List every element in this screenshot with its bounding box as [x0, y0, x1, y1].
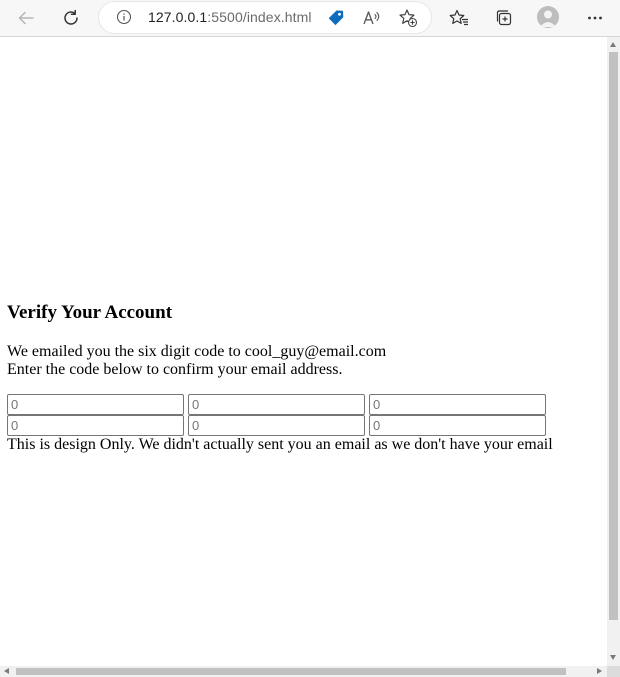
code-input-2[interactable] — [188, 394, 365, 415]
collections-icon[interactable] — [490, 4, 518, 32]
scroll-down-arrow-icon[interactable] — [610, 655, 616, 660]
scroll-up-arrow-icon[interactable] — [610, 42, 616, 47]
url-host: 127.0.0.1 — [148, 9, 208, 25]
code-input-1[interactable] — [7, 394, 184, 415]
scrollbar-corner — [607, 666, 620, 677]
page-title: Verify Your Account — [7, 302, 173, 323]
sent-message: We emailed you the six digit code to cool_guy@email.com — [7, 343, 387, 360]
back-arrow-icon[interactable] — [12, 4, 40, 32]
tag-icon[interactable] — [322, 4, 350, 32]
scroll-right-arrow-icon[interactable] — [597, 668, 602, 674]
instruction-text: Enter the code below to confirm your email address. — [7, 361, 343, 378]
code-input-5[interactable] — [188, 415, 365, 436]
add-favorite-icon[interactable] — [394, 4, 422, 32]
browser-toolbar — [0, 0, 620, 37]
url-path: :5500/index.html — [207, 9, 312, 25]
vertical-scrollbar[interactable] — [607, 37, 620, 666]
code-input-4[interactable] — [7, 415, 184, 436]
url-text[interactable] — [148, 9, 312, 25]
refresh-icon[interactable] — [57, 4, 85, 32]
favorites-icon[interactable] — [445, 4, 473, 32]
page-viewport — [0, 37, 607, 666]
scroll-left-arrow-icon[interactable] — [4, 668, 9, 674]
horizontal-scroll-thumb[interactable] — [16, 668, 566, 675]
read-aloud-icon[interactable] — [358, 4, 386, 32]
code-input-6[interactable] — [369, 415, 546, 436]
vertical-scroll-thumb[interactable] — [609, 52, 618, 620]
horizontal-scrollbar[interactable] — [0, 666, 607, 677]
disclaimer-text: This is design Only. We didn't actually sent you an email as we don't have your email — [7, 436, 553, 453]
profile-avatar-icon[interactable] — [537, 6, 559, 28]
info-icon[interactable] — [116, 9, 132, 25]
code-input-3[interactable] — [369, 394, 546, 415]
more-options-icon[interactable] — [581, 4, 609, 32]
